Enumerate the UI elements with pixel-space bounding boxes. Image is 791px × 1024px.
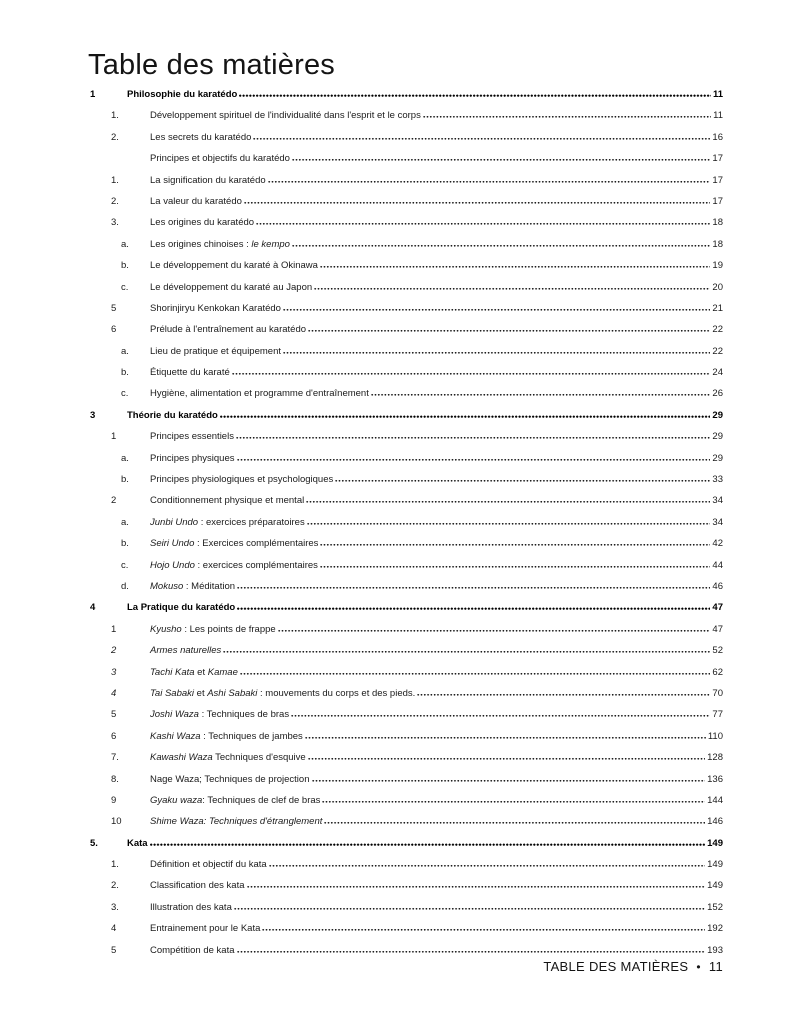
entry-label: Théorie du karatédo — [127, 409, 218, 421]
entry-number: 5 — [111, 302, 117, 314]
toc-entry — [90, 940, 723, 961]
entry-number: 2. — [111, 880, 119, 892]
toc-entry — [90, 640, 723, 661]
toc-entry — [90, 148, 723, 169]
toc-entry — [90, 319, 723, 340]
entry-label: Conditionnement physique et mental — [150, 495, 305, 507]
leader-dots — [417, 692, 710, 696]
leader-dots — [262, 927, 705, 931]
entry-page: 128 — [707, 752, 723, 764]
leader-dots — [292, 243, 710, 247]
leader-dots — [305, 735, 706, 739]
entry-page: 26 — [712, 388, 723, 400]
entry-page: 29 — [712, 431, 723, 443]
entry-number: b. — [121, 260, 129, 272]
toc-entry — [90, 811, 723, 832]
entry-label: Armes naturelles — [150, 645, 222, 657]
entry-number: 5. — [90, 837, 98, 849]
entry-number: a. — [121, 516, 129, 528]
page-footer — [543, 959, 723, 974]
toc-entry — [90, 383, 723, 404]
toc-entry — [90, 918, 723, 939]
entry-number: 3 — [111, 666, 117, 678]
entry-page: 16 — [712, 131, 723, 143]
toc-entry — [90, 469, 723, 490]
entry-page: 144 — [707, 794, 723, 806]
entry-number: 5 — [111, 944, 117, 956]
leader-dots — [306, 499, 710, 503]
entry-number: 2 — [111, 495, 117, 507]
entry-page: 29 — [712, 409, 723, 421]
toc-entry — [90, 704, 723, 725]
entry-page: 70 — [712, 687, 723, 699]
leader-dots — [236, 435, 710, 439]
entry-number: a. — [121, 238, 129, 250]
leader-dots — [371, 392, 711, 396]
entry-page: 146 — [707, 816, 723, 828]
leader-dots — [308, 756, 705, 760]
toc-entry — [90, 191, 723, 212]
entry-label: Kata — [127, 837, 148, 849]
leader-dots — [237, 457, 711, 461]
entry-number: a. — [121, 345, 129, 357]
leader-dots — [256, 221, 710, 225]
leader-dots — [314, 286, 710, 290]
leader-dots — [234, 906, 705, 910]
leader-dots — [220, 414, 711, 418]
leader-dots — [283, 307, 710, 311]
entry-page: 17 — [712, 153, 723, 165]
leader-dots — [237, 585, 710, 589]
entry-label: Entrainement pour le Kata — [150, 923, 261, 935]
toc-entry — [90, 662, 723, 683]
toc-entry — [90, 255, 723, 276]
entry-label: Principes et objectifs du karatédo — [150, 153, 290, 165]
leader-dots — [320, 564, 711, 568]
entry-label: Hygiène, alimentation et programme d'entraînement — [150, 388, 369, 400]
entry-label: Joshi Waza : Techniques de bras — [150, 709, 290, 721]
entry-page: 33 — [712, 474, 723, 486]
leader-dots — [237, 949, 706, 953]
toc-entry — [90, 362, 723, 383]
entry-label: Les origines chinoises : le kempo — [150, 238, 290, 250]
entry-page: 11 — [713, 110, 723, 122]
leader-dots — [239, 93, 711, 97]
entry-page: 18 — [712, 217, 723, 229]
footer-bullet-separator: • — [696, 960, 701, 974]
entry-page: 19 — [712, 260, 723, 272]
entry-label: Lieu de pratique et équipement — [150, 345, 281, 357]
toc-entry — [90, 341, 723, 362]
leader-dots — [320, 264, 710, 268]
toc-list — [90, 84, 723, 961]
toc-entry — [90, 897, 723, 918]
leader-dots — [324, 820, 705, 824]
entry-number: b. — [121, 474, 129, 486]
toc-entry — [90, 875, 723, 896]
toc-entry — [90, 833, 723, 854]
leader-dots — [320, 542, 710, 546]
toc-entry — [90, 790, 723, 811]
entry-label: Kyusho : Les points de frappe — [150, 623, 276, 635]
entry-number: 10 — [111, 816, 122, 828]
entry-number: 1. — [111, 859, 119, 871]
toc-entry — [90, 490, 723, 511]
leader-dots — [253, 136, 710, 140]
entry-number: 1. — [111, 110, 119, 122]
entry-page: 62 — [712, 666, 723, 678]
entry-number: 6 — [111, 324, 117, 336]
entry-page: 29 — [712, 452, 723, 464]
entry-page: 18 — [712, 238, 723, 250]
entry-page: 34 — [712, 516, 723, 528]
entry-label: Illustration des kata — [150, 901, 232, 913]
entry-number: 8. — [111, 773, 119, 785]
entry-page: 22 — [712, 345, 723, 357]
toc-entry — [90, 512, 723, 533]
entry-label: Principes essentiels — [150, 431, 234, 443]
footer-section-label: TABLE DES MATIÈRES — [543, 959, 689, 974]
entry-number: 5 — [111, 709, 117, 721]
toc-entry — [90, 576, 723, 597]
toc-entry — [90, 298, 723, 319]
entry-page: 24 — [712, 367, 723, 379]
toc-entry — [90, 854, 723, 875]
entry-page: 149 — [707, 837, 723, 849]
entry-number: c. — [121, 559, 129, 571]
toc-entry — [90, 597, 723, 618]
toc-entry — [90, 127, 723, 148]
entry-label: Principes physiques — [150, 452, 235, 464]
entry-label: Définition et objectif du kata — [150, 859, 267, 871]
entry-page: 149 — [707, 880, 723, 892]
toc-entry — [90, 555, 723, 576]
leader-dots — [291, 713, 710, 717]
entry-number: 1 — [111, 623, 117, 635]
leader-dots — [232, 371, 711, 375]
toc-entry — [90, 84, 723, 105]
entry-page: 17 — [712, 174, 723, 186]
toc-entry — [90, 619, 723, 640]
toc-entry — [90, 277, 723, 298]
leader-dots — [223, 649, 710, 653]
entry-number: 1 — [90, 89, 96, 100]
entry-label: Compétition de kata — [150, 944, 235, 956]
entry-page: 17 — [712, 195, 723, 207]
toc-entry — [90, 234, 723, 255]
entry-label: Nage Waza; Techniques de projection — [150, 773, 310, 785]
entry-number: d. — [121, 580, 129, 592]
toc-entry — [90, 212, 723, 233]
leader-dots — [423, 114, 711, 118]
leader-dots — [240, 671, 711, 675]
entry-label: Les secrets du karatédo — [150, 131, 252, 143]
entry-number: 3. — [111, 901, 119, 913]
entry-number: 4 — [111, 923, 117, 935]
entry-page: 136 — [707, 773, 723, 785]
leader-dots — [268, 179, 711, 183]
leader-dots — [308, 328, 710, 332]
entry-label: La Pratique du karatédo — [127, 602, 236, 614]
toc-entry — [90, 448, 723, 469]
entry-label: Mokuso : Méditation — [150, 580, 236, 592]
toc-entry — [90, 769, 723, 790]
entry-number: 4 — [90, 602, 96, 614]
page-title: Table des matières — [88, 49, 335, 81]
entry-page: 47 — [712, 623, 723, 635]
leader-dots — [312, 778, 706, 782]
entry-label: Shime Waza: Techniques d'étranglement — [150, 816, 323, 828]
leader-dots — [283, 350, 710, 354]
entry-number: 7. — [111, 752, 119, 764]
entry-label: Junbi Undo : exercices préparatoires — [150, 516, 305, 528]
entry-page: 11 — [712, 89, 723, 100]
entry-label: Tachi Kata et Kamae — [150, 666, 238, 678]
entry-number: 6 — [111, 730, 117, 742]
entry-page: 149 — [707, 859, 723, 871]
entry-number: 2 — [111, 645, 117, 657]
entry-number: 3. — [111, 217, 119, 229]
entry-page: 192 — [707, 923, 723, 935]
entry-page: 46 — [712, 580, 723, 592]
leader-dots — [307, 521, 711, 525]
entry-number: b. — [121, 538, 129, 550]
leader-dots — [278, 628, 711, 632]
entry-number: c. — [121, 388, 129, 400]
toc-entry — [90, 533, 723, 554]
entry-label: Les origines du karatédo — [150, 217, 255, 229]
entry-page: 44 — [712, 559, 723, 571]
leader-dots — [335, 478, 710, 482]
leader-dots — [322, 799, 705, 803]
leader-dots — [244, 200, 711, 204]
entry-label: La signification du karatédo — [150, 174, 266, 186]
entry-label: Hojo Undo : exercices complémentaires — [150, 559, 318, 571]
entry-label: Seiri Undo : Exercices complémentaires — [150, 538, 319, 550]
toc-entry — [90, 426, 723, 447]
entry-page: 77 — [712, 709, 723, 721]
leader-dots — [237, 606, 710, 610]
entry-label: Le développement du karaté à Okinawa — [150, 260, 318, 272]
toc-entry — [90, 170, 723, 191]
toc-entry — [90, 683, 723, 704]
toc-entry — [90, 726, 723, 747]
entry-number: 1 — [111, 431, 117, 443]
entry-label: Tai Sabaki et Ashi Sabaki : mouvements du corps et des pieds. — [150, 687, 416, 699]
entry-number: 4 — [111, 687, 117, 699]
entry-number: 2. — [111, 195, 119, 207]
entry-page: 22 — [712, 324, 723, 336]
entry-number: 3 — [90, 409, 96, 421]
toc-entry — [90, 105, 723, 126]
entry-number: c. — [121, 281, 129, 293]
leader-dots — [269, 863, 705, 867]
entry-label: Principes physiologiques et psychologiques — [150, 474, 334, 486]
entry-label: La valeur du karatédo — [150, 195, 242, 207]
entry-label: Kashi Waza : Techniques de jambes — [150, 730, 303, 742]
entry-label: Étiquette du karaté — [150, 367, 230, 379]
entry-number: 1. — [111, 174, 119, 186]
entry-page: 21 — [712, 302, 723, 314]
entry-label: Développement spirituel de l'individualité dans l'esprit et le corps — [150, 110, 421, 122]
entry-label: Kawashi Waza Techniques d'esquive — [150, 752, 306, 764]
entry-page: 52 — [712, 645, 723, 657]
entry-label: Shorinjiryu Kenkokan Karatédo — [150, 302, 281, 314]
entry-label: Prélude à l'entraînement au karatédo — [150, 324, 307, 336]
leader-dots — [292, 157, 710, 161]
entry-label: Philosophie du karatédo — [127, 89, 238, 100]
entry-page: 34 — [712, 495, 723, 507]
entry-page: 152 — [707, 901, 723, 913]
footer-page-number: 11 — [708, 959, 723, 974]
entry-label: Le développement du karaté au Japon — [150, 281, 313, 293]
entry-page: 110 — [707, 730, 723, 742]
entry-page: 193 — [707, 944, 723, 956]
entry-page: 42 — [712, 538, 723, 550]
entry-page: 20 — [712, 281, 723, 293]
leader-dots — [150, 842, 706, 846]
leader-dots — [247, 884, 706, 888]
entry-label: Classification des kata — [150, 880, 245, 892]
entry-number: 9 — [111, 794, 117, 806]
entry-number: 2. — [111, 131, 119, 143]
entry-page: 47 — [712, 602, 723, 614]
toc-entry — [90, 747, 723, 768]
entry-label: Gyaku waza: Techniques de clef de bras — [150, 794, 321, 806]
entry-number: a. — [121, 452, 129, 464]
entry-number: b. — [121, 367, 129, 379]
toc-entry — [90, 405, 723, 426]
